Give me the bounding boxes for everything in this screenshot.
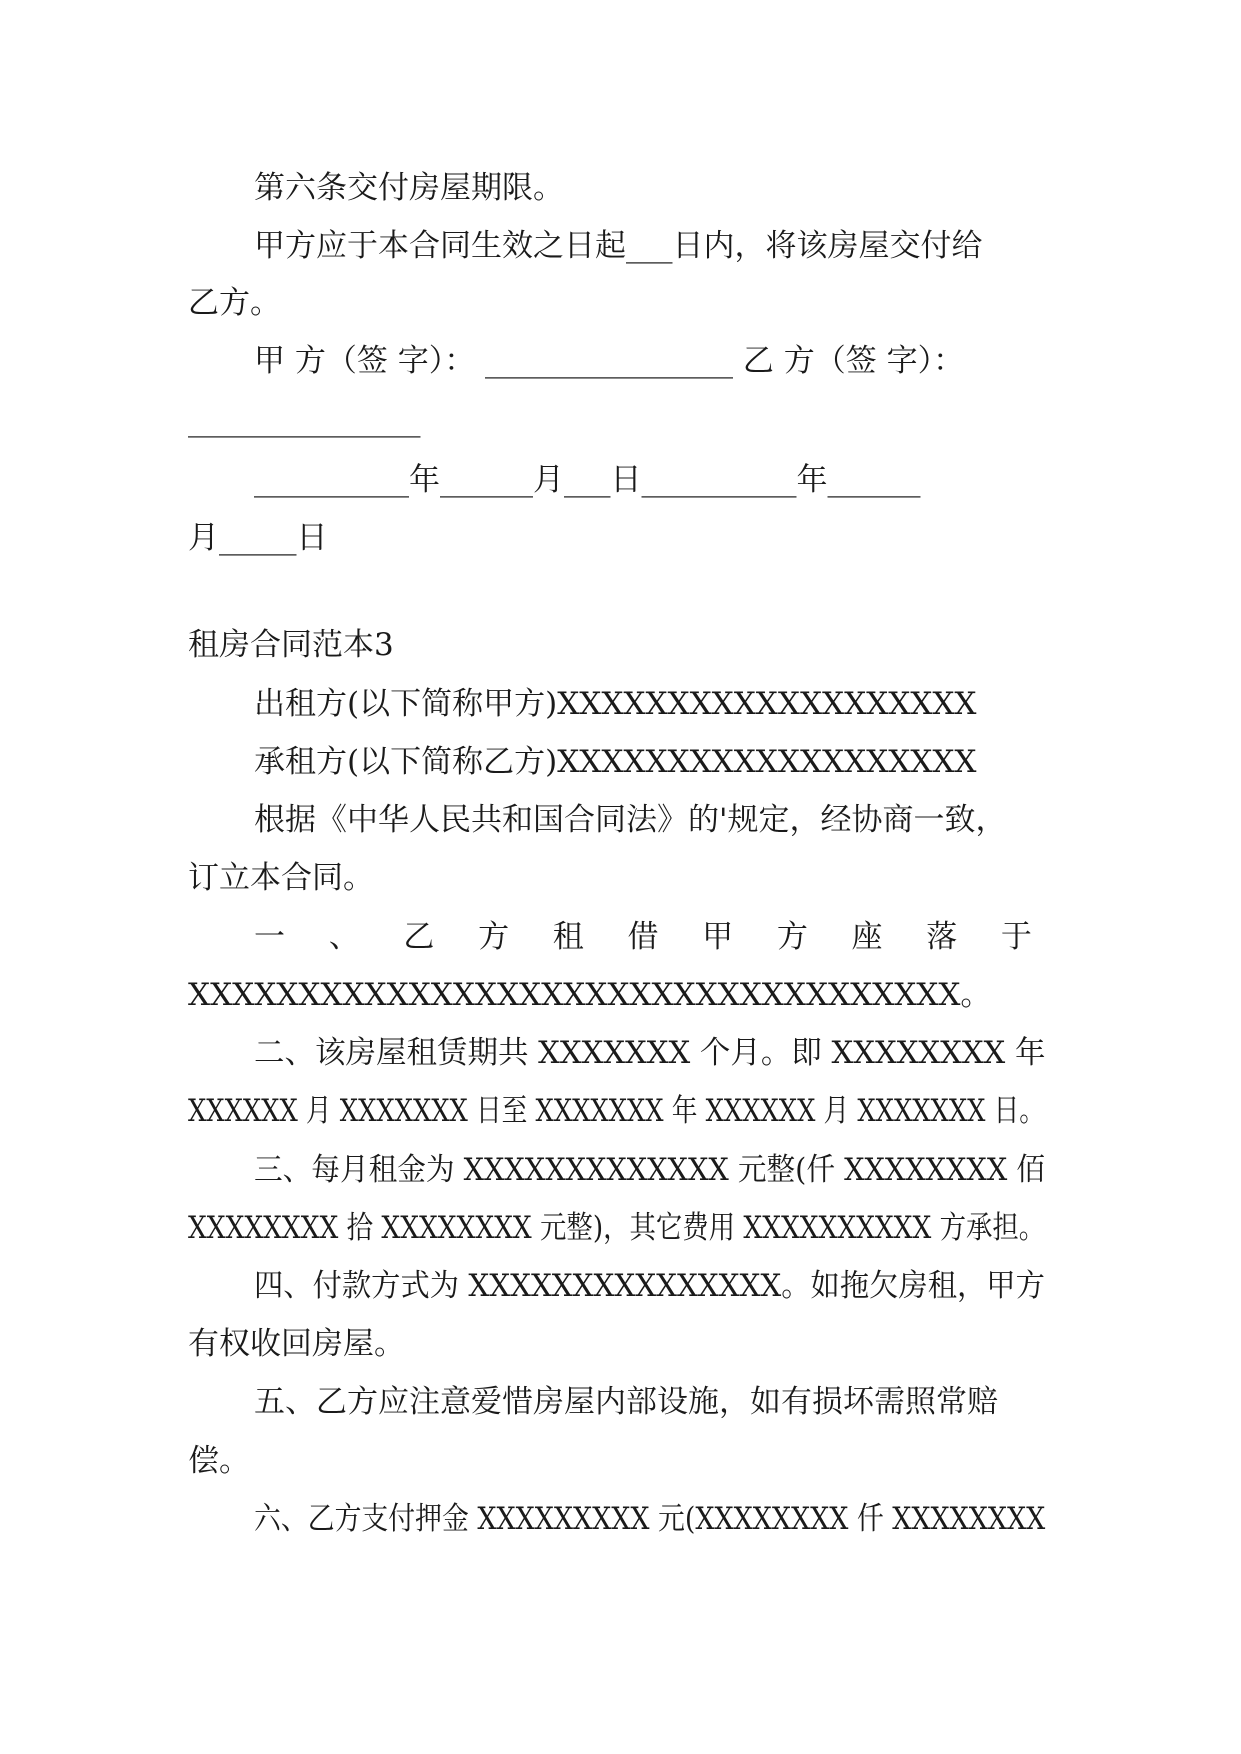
clause-1-justified bbox=[254, 917, 1032, 957]
signature-line: 甲 方（签 字）： ________________ 乙 方（签 字）： bbox=[254, 343, 965, 379]
date-line: __________年______月___日__________年______ bbox=[254, 462, 921, 498]
paragraph-line: 四、付款方式为 XXXXXXXXXXXXXXX。如拖欠房租，甲方 bbox=[254, 1268, 1045, 1304]
clause-char: 乙 bbox=[403, 919, 435, 955]
signature-blank: _______________ bbox=[188, 402, 421, 438]
paragraph-line: 甲方应于本合同生效之日起___日内，将该房屋交付给 bbox=[254, 228, 983, 264]
paragraph-line: 订立本合同。 bbox=[188, 860, 374, 896]
lessee-line: 承租方(以下简称乙方)XXXXXXXXXXXXXXXXXXX bbox=[254, 744, 977, 780]
paragraph-line: XXXXXXXXXXXXXXXXXXXXXXXXXXXXXXXXXXX。 bbox=[188, 977, 992, 1013]
article-6-heading: 第六条交付房屋期限。 bbox=[254, 170, 564, 206]
clause-char: 一 bbox=[254, 919, 285, 955]
paragraph-line: 二、该房屋租赁期共 XXXXXXX 个月。即 XXXXXXXX 年 bbox=[254, 1035, 1046, 1071]
clause-char: 方 bbox=[776, 919, 808, 955]
paragraph-line: 偿。 bbox=[188, 1443, 250, 1479]
paragraph-line: 五、乙方应注意爱惜房屋内部设施，如有损坏需照常赔 bbox=[254, 1384, 998, 1420]
clause-char: 于 bbox=[1000, 919, 1032, 955]
lessor-line: 出租方(以下简称甲方)XXXXXXXXXXXXXXXXXXX bbox=[254, 686, 977, 722]
clause-char: 甲 bbox=[702, 919, 734, 955]
paragraph-line: XXXXXXXX 拾 XXXXXXXX 元整)，其它费用 XXXXXXXXXX 方承担。 bbox=[188, 1210, 1046, 1246]
paragraph-line: 三、每月租金为 XXXXXXXXXXXXX 元整(仟 XXXXXXXX 佰 bbox=[254, 1152, 1045, 1188]
paragraph-line: 六、乙方支付押金 XXXXXXXXX 元(XXXXXXXX 仟 XXXXXXXX bbox=[254, 1501, 1046, 1537]
contract-title: 租房合同范本3 bbox=[188, 627, 394, 663]
paragraph-line: XXXXXX 月 XXXXXXX 日至 XXXXXXX 年 XXXXXX 月 XXXXXXX 日。 bbox=[188, 1093, 1045, 1129]
clause-char: 座 bbox=[851, 919, 883, 955]
paragraph-line: 根据《中华人民共和国合同法》的'规定，经协商一致， bbox=[254, 802, 1007, 838]
clause-char: 、 bbox=[328, 919, 360, 955]
clause-char: 方 bbox=[478, 919, 510, 955]
paragraph-line: 乙方。 bbox=[188, 285, 281, 321]
paragraph-line: 有权收回房屋。 bbox=[188, 1326, 405, 1362]
clause-char: 租 bbox=[552, 919, 584, 955]
date-line: 月_____日 bbox=[188, 520, 328, 556]
clause-char: 落 bbox=[926, 919, 958, 955]
clause-char: 借 bbox=[627, 919, 659, 955]
